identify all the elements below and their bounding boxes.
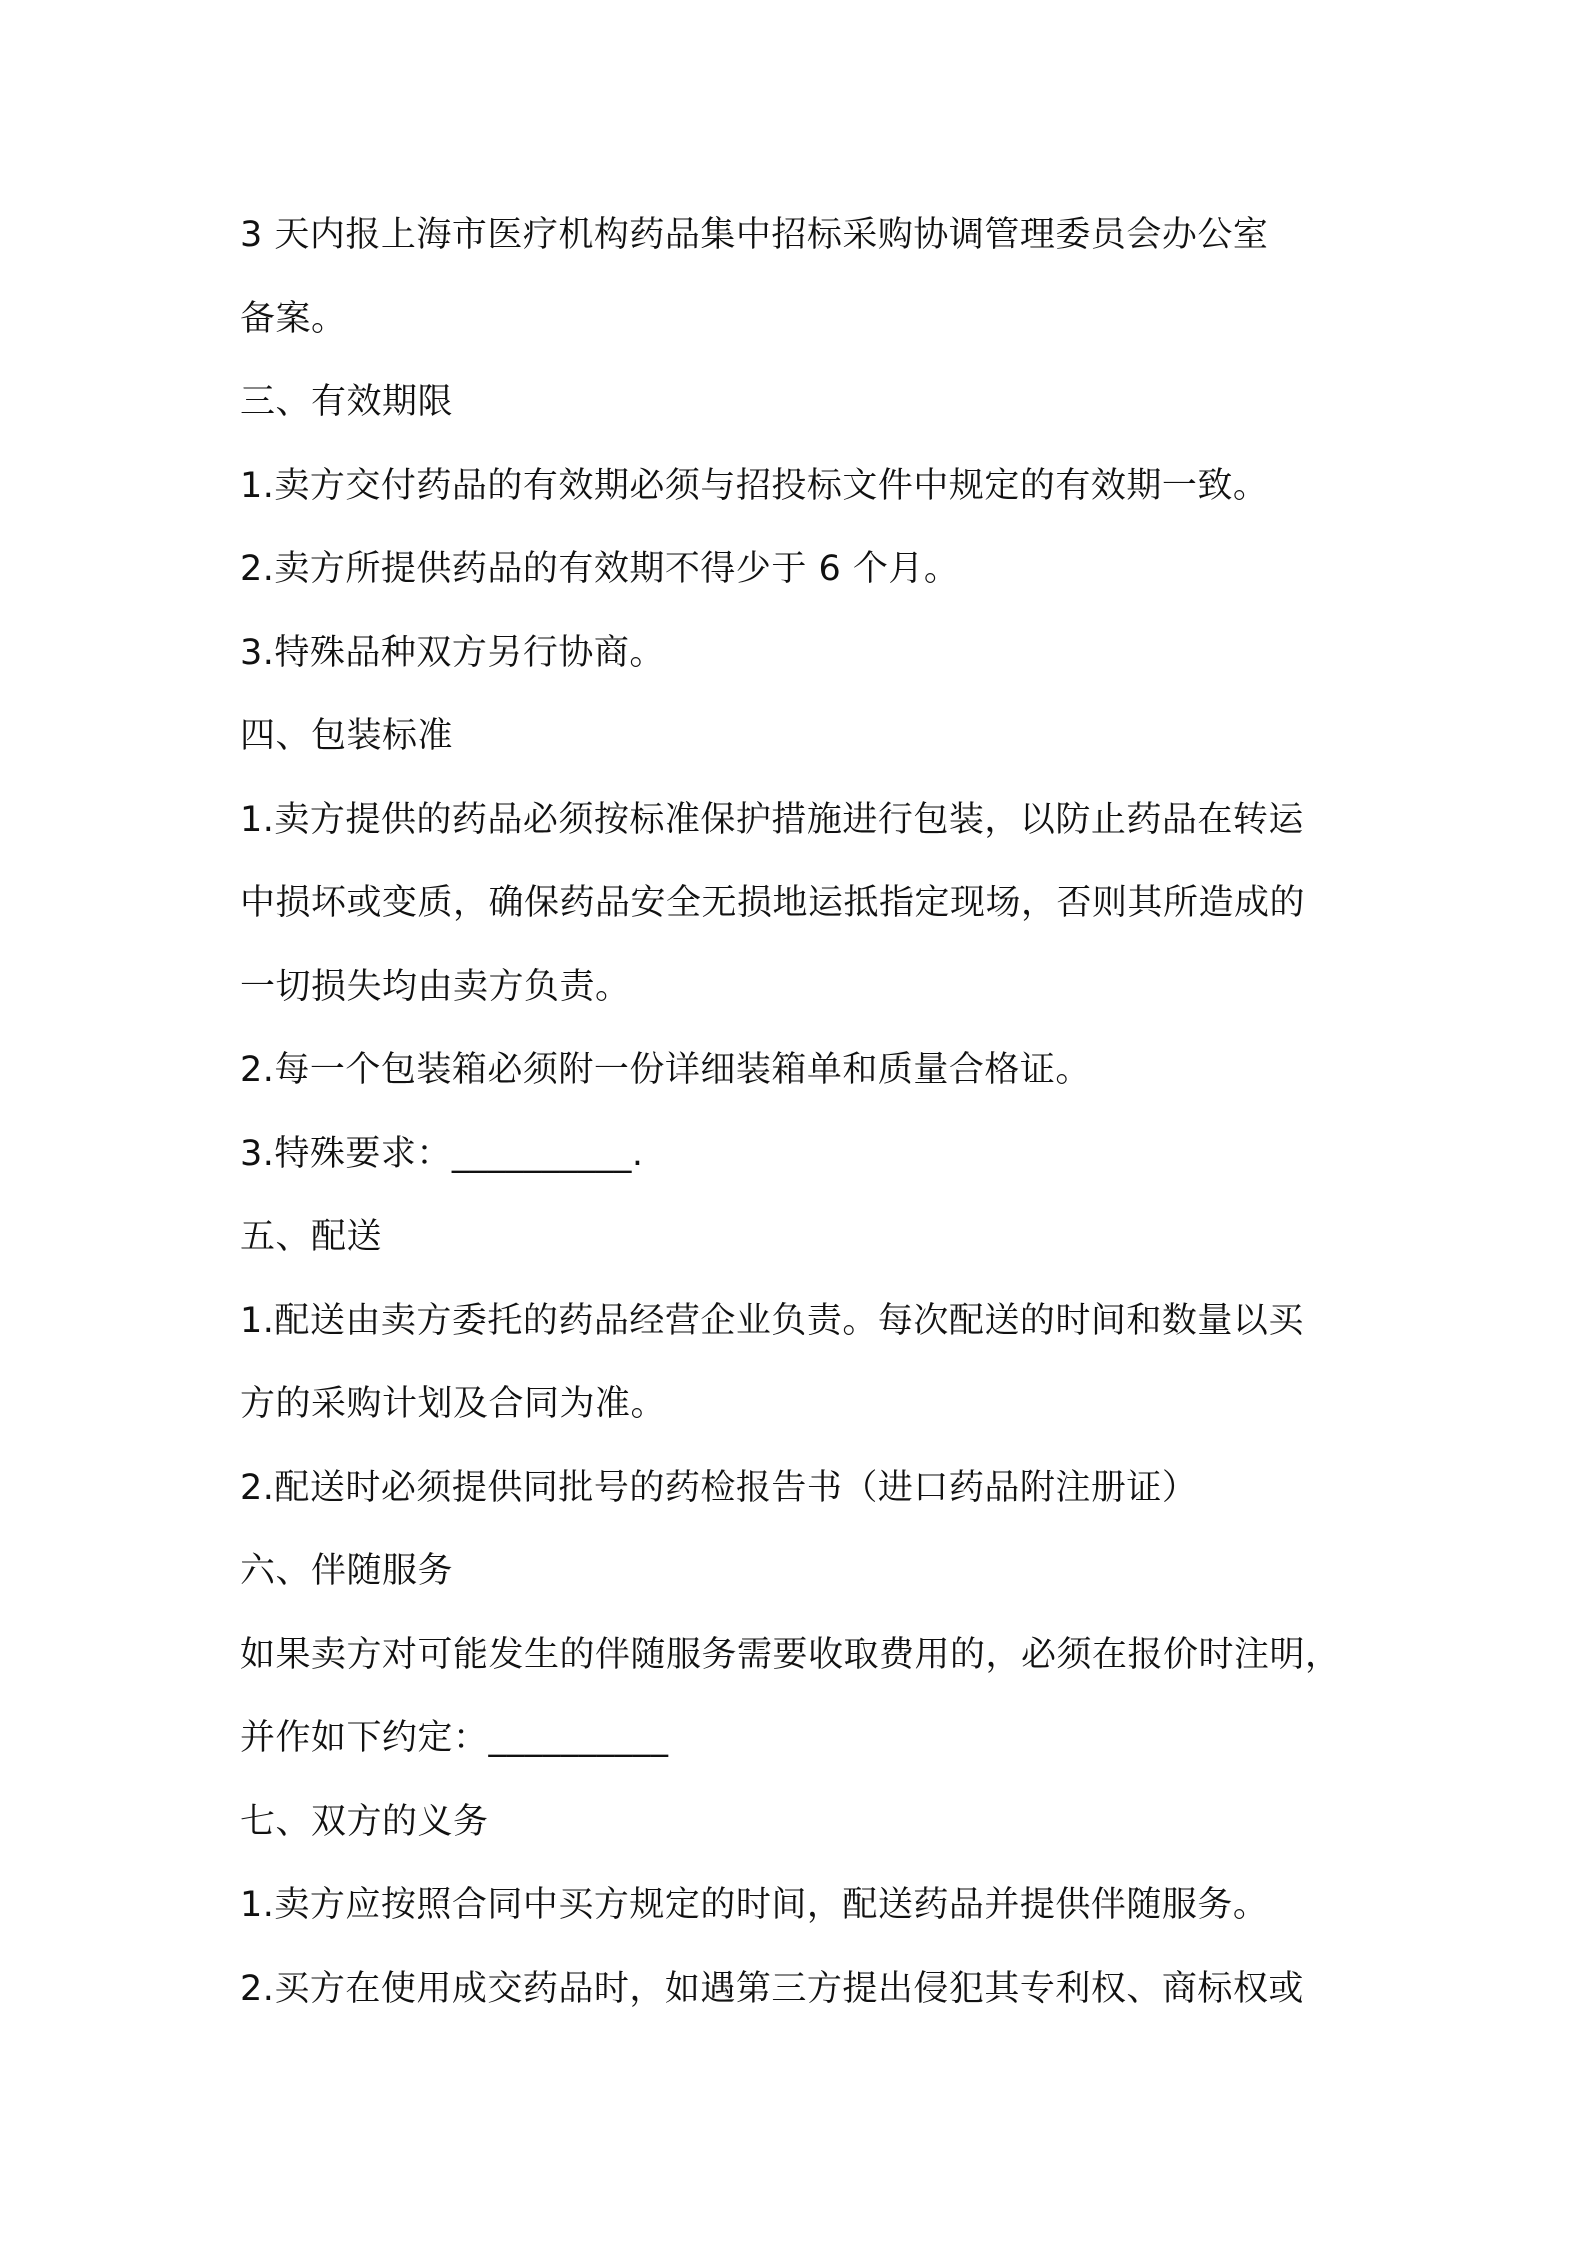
- text-line: 2.配送时必须提供同批号的药检报告书（进口药品附注册证）: [240, 1467, 1198, 1508]
- text-line: 并作如下约定：__________: [240, 1718, 669, 1758]
- text-line: 如果卖方对可能发生的伴随服务需要收取费用的，必须在报价时注明，: [240, 1634, 1341, 1675]
- text-line: 备案。: [240, 298, 347, 339]
- text-line: 1.卖方交付药品的有效期必须与招投标文件中规定的有效期一致。: [240, 465, 1269, 506]
- text-line: 3.特殊要求：__________.: [240, 1133, 644, 1174]
- section-heading: 三、有效期限: [240, 382, 454, 422]
- text-line: 2.每一个包装箱必须附一份详细装箱单和质量合格证。: [240, 1050, 1091, 1090]
- text-line: 1.卖方应按照合同中买方规定的时间，配送药品并提供伴随服务。: [240, 1885, 1269, 1925]
- text-line: 1.卖方提供的药品必须按标准保护措施进行包装，以防止药品在转运: [240, 799, 1304, 840]
- section-heading: 六、伴随服务: [240, 1551, 454, 1591]
- text-line: 方的采购计划及合同为准。: [240, 1384, 667, 1424]
- section-heading: 七、双方的义务: [240, 1801, 489, 1842]
- section-heading: 四、包装标准: [240, 716, 454, 756]
- document-body: [240, 194, 1360, 2031]
- text-line: 3.特殊品种双方另行协商。: [240, 632, 665, 673]
- text-line: 中损坏或变质，确保药品安全无损地运抵指定现场，否则其所造成的: [240, 883, 1306, 923]
- text-line: 2.卖方所提供药品的有效期不得少于 6 个月。: [240, 549, 960, 589]
- text-line: 一切损失均由卖方负责。: [240, 966, 631, 1007]
- section-heading: 五、配送: [240, 1217, 383, 1257]
- text-line: 3 天内报上海市医疗机构药品集中招标采购协调管理委员会办公室: [240, 215, 1269, 255]
- text-line: 2.买方在使用成交药品时，如遇第三方提出侵犯其专利权、商标权或: [240, 1968, 1304, 2009]
- text-line: 1.配送由卖方委托的药品经营企业负责。每次配送的时间和数量以买: [240, 1300, 1304, 1341]
